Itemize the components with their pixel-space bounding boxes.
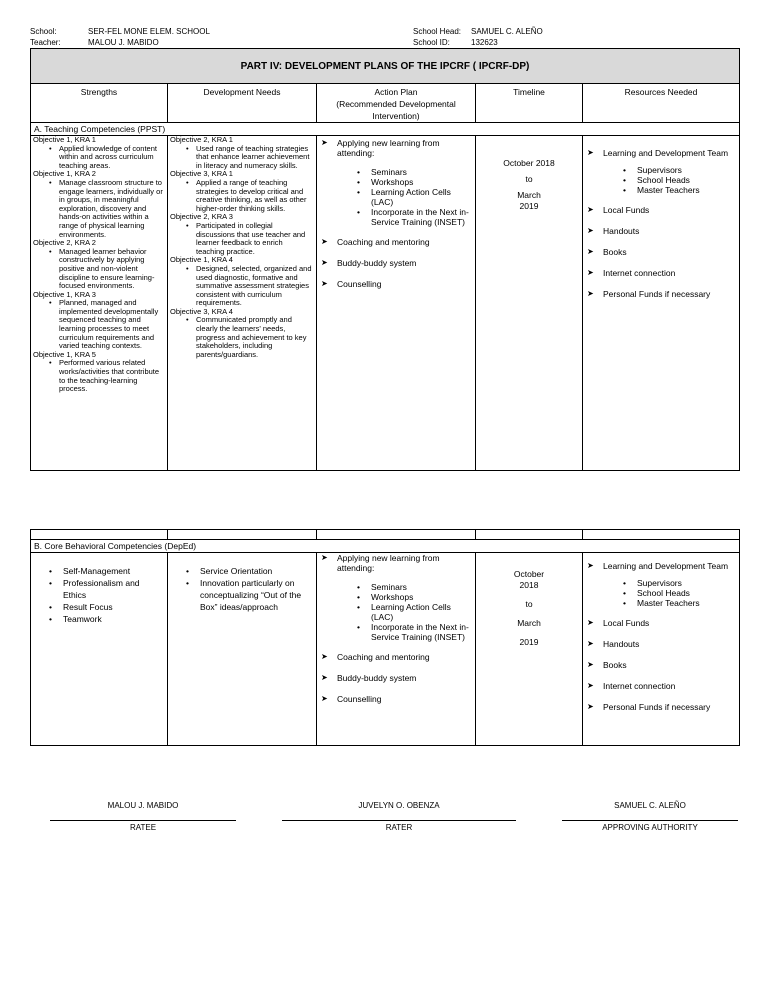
strength-item: • Planned, managed and implemented developmentally sequenced teaching and learning processes to meet curriculum requirements and varied teaching contexts. [31,299,167,351]
need-item: • Applied a range of teaching strategies to develop critical and creative thinking, as well as other higher-order thinking skills. [168,179,316,213]
strength-objective: Objective 1, KRA 5 [33,349,96,359]
ratee-role: RATEE [129,823,157,832]
need-item: • Communicated promptly and clearly the learners' needs, progress and achievement to key stakeholders, including parents/guardians. [168,316,316,359]
rater-signature-line [282,820,516,821]
strengths-cell [31,136,168,471]
header-development-needs: Development Needs [168,84,317,123]
core-timeline-year2: 2019 [519,637,539,647]
empty-header-cell [583,530,740,540]
timeline-to: to [525,174,533,184]
core-resource-team: Learning and Development Team [603,561,729,571]
strength-item: • Applied knowledge of content within and across curriculum teaching areas. [31,145,167,171]
strength-objective: Objective 1, KRA 2 [33,169,96,179]
action-item: ➤ Coaching and mentoring [317,237,475,247]
core-resource-sub-item: • Supervisors [603,578,739,588]
header-strengths: Strengths [31,84,168,123]
section-a-title: A. Teaching Competencies (PPST) [31,123,740,136]
core-needs-cell [168,553,317,746]
timeline-end-month: March [517,190,541,200]
resource-item [583,148,739,195]
strength-objective: Objective 1, KRA 1 [33,135,96,144]
need-item: • Used range of teaching strategies that enhance learner achievement in literacy and numeracy skills. [168,145,316,171]
rater-role: RATER [385,823,413,832]
ratee-signature-line [50,820,236,821]
approver-role: APPROVING AUTHORITY [602,823,698,832]
strength-objective: Objective 2, KRA 2 [33,238,96,248]
core-timeline-cell [476,553,583,746]
core-action-sub-item: • Learning Action Cells (LAC) [337,602,475,622]
resource-item: ➤ Local Funds [583,205,739,215]
core-resource-item: ➤ Handouts [583,639,739,649]
strength-item: • Performed various related works/activities that contribute to the teaching-learning process. [31,359,167,393]
core-resource-item: ➤ Local Funds [583,618,739,628]
core-competencies-table [30,529,740,746]
teacher-label: Teacher: [30,38,61,47]
resource-sub-item: • School Heads [603,175,739,185]
school-value: SER-FEL MONE ELEM. SCHOOL [88,27,210,36]
school-label: School: [30,27,57,36]
core-action-item: ➤ Counselling [317,694,475,704]
resource-item: ➤ Internet connection [583,268,739,278]
strength-item: • Managed learner behavior constructively by applying positive and non-violent discipline to ensure learning-focused environments. [31,248,167,291]
school-head-label: School Head: [413,27,462,36]
core-timeline-month1: October [513,569,545,579]
core-timeline-year1: 2018 [519,580,539,590]
core-resource-item: ➤ Books [583,660,739,670]
core-need-item: • Service Orientation [168,565,316,577]
core-action-intro [317,553,475,642]
need-objective: Objective 3, KRA 4 [170,306,233,316]
action-sub-item: • Workshops [337,177,475,187]
resource-item: ➤ Handouts [583,226,739,236]
resources-cell [583,136,740,471]
action-sub-item: • Learning Action Cells (LAC) [337,187,475,207]
core-strength-item: • Teamwork [31,613,167,625]
header-resources: Resources Needed [583,84,740,123]
action-plan-sublabel-1: (Recommended Developmental [336,99,456,109]
empty-header-cell [317,530,476,540]
timeline-start: October 2018 [503,158,555,168]
action-plan-cell [317,136,476,471]
core-strength-item: • Professionalism and Ethics [31,577,167,601]
development-needs-cell [168,136,317,471]
core-timeline-month2: March [517,618,541,628]
core-action-sub-item: • Incorporate in the Next in-Service Training (INSET) [337,622,475,642]
teacher-value: MALOU J. MABIDO [88,38,159,47]
empty-header-cell [168,530,317,540]
core-resources-cell [583,553,740,746]
need-objective: Objective 3, KRA 1 [170,169,233,179]
empty-header-cell [31,530,168,540]
header-action-plan [317,84,476,123]
approver-signature-line [562,820,738,821]
action-plan-sublabel-2: Intervention) [372,111,420,121]
core-action-item: ➤ Buddy-buddy system [317,673,475,683]
core-resource-sub-item: • School Heads [603,588,739,598]
action-sub-item: • Incorporate in the Next in-Service Training (INSET) [337,207,475,227]
need-objective: Objective 2, KRA 1 [170,135,233,144]
action-item: ➤ Counselling [317,279,475,289]
core-strength-item: • Result Focus [31,601,167,613]
school-id-value: 132623 [471,38,498,47]
core-need-item: • Innovation particularly on conceptualizing “Out of the Box” ideas/approach [168,577,316,613]
development-plan-table [30,48,740,471]
section-b-title: B. Core Behavioral Competencies (DepEd) [31,540,740,553]
action-sub-item: • Seminars [337,167,475,177]
timeline-cell [476,136,583,471]
core-resource-item: ➤ Personal Funds if necessary [583,702,739,712]
strength-item: • Manage classroom structure to engage learners, individually or in groups, in meaningful exploration, discovery and hands-on activities within a range of physical learning environments. [31,179,167,239]
need-item: • Participated in collegial discussions that use teacher and learner feedback to enrich teaching practice. [168,222,316,256]
resource-item: ➤ Personal Funds if necessary [583,289,739,299]
core-timeline-to: to [525,599,533,609]
school-head-value: SAMUEL C. ALEÑO [471,27,543,36]
page-title: PART IV: DEVELOPMENT PLANS OF THE IPCRF ( IPCRF-DP) [31,49,740,84]
timeline-end-year: 2019 [519,201,539,211]
core-action-intro-text: Applying new learning from attending: [337,553,440,573]
core-resource-sub-item: • Master Teachers [603,598,739,608]
approver-name: SAMUEL C. ALEÑO [614,801,686,810]
action-intro-text: Applying new learning from attending: [337,138,440,158]
action-intro [317,138,475,227]
core-resource-item [583,561,739,608]
core-action-sub-item: • Workshops [337,592,475,602]
school-id-label: School ID: [413,38,450,47]
rater-name: JUVELYN O. OBENZA [358,801,440,810]
empty-header-cell [476,530,583,540]
need-item: • Designed, selected, organized and used diagnostic, formative and summative assessment strategies consistent with curriculum requirements. [168,265,316,308]
core-action-sub-item: • Seminars [337,582,475,592]
need-objective: Objective 1, KRA 4 [170,255,233,265]
action-item: ➤ Buddy-buddy system [317,258,475,268]
core-strengths-cell [31,553,168,746]
resource-item: ➤ Books [583,247,739,257]
strength-objective: Objective 1, KRA 3 [33,289,96,299]
ratee-name: MALOU J. MABIDO [107,801,179,810]
resource-sub-item: • Supervisors [603,165,739,175]
resource-team: Learning and Development Team [603,148,729,158]
action-plan-label: Action Plan [374,87,418,97]
core-resource-item: ➤ Internet connection [583,681,739,691]
header-timeline: Timeline [476,84,583,123]
need-objective: Objective 2, KRA 3 [170,212,233,222]
core-action-item: ➤ Coaching and mentoring [317,652,475,662]
core-action-plan-cell [317,553,476,746]
core-strength-item: • Self-Management [31,565,167,577]
resource-sub-item: • Master Teachers [603,185,739,195]
